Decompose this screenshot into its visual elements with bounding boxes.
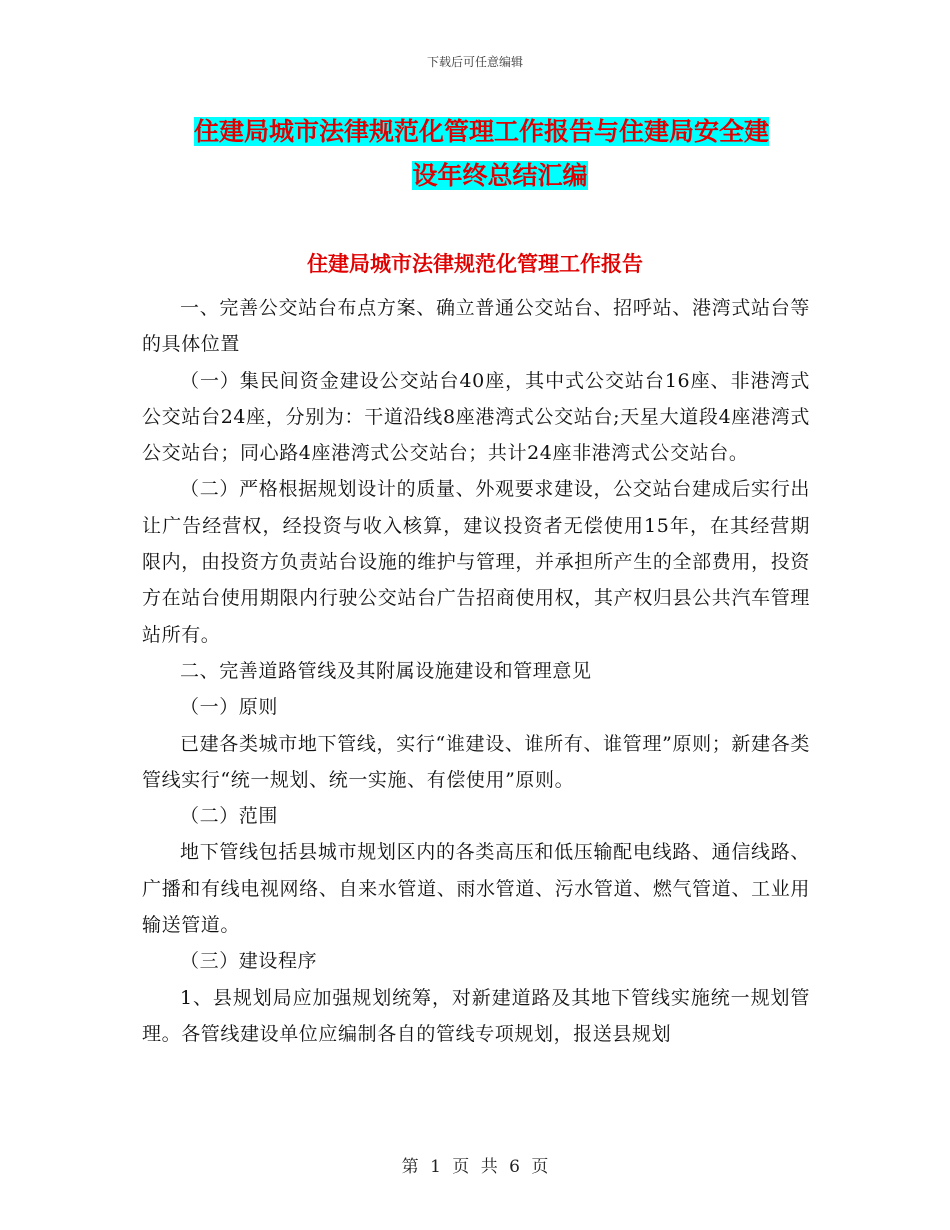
paragraph: （二）范围 xyxy=(180,805,279,828)
document-body xyxy=(142,290,810,1052)
paragraph: 地下管线包括县城市规划区内的各类高压和低压输配电线路、通信线路、广播和有线电视网络、自来水管道、雨水管道、污水管道、燃气管道、工业用输送管道。 xyxy=(142,841,810,937)
title-line-1: 住建局城市法律规范化管理工作报告与住建局安全建 xyxy=(194,117,770,146)
header-note: 下载后可任意编辑 xyxy=(426,55,523,69)
document-title xyxy=(190,110,810,198)
paragraph: （一）集民间资金建设公交站台40座，其中式公交站台16座、非港湾式公交站台24座，分别为：干道沿线8座港湾式公交站台;天星大道段4座港湾式公交站台；同心路4座港湾式公交站台；共计24座非港湾式公交站台。 xyxy=(142,369,810,465)
paragraph: （二）严格根据规划设计的质量、外观要求建设，公交站台建成后实行出让广告经营权，经投资与收入核算，建议投资者无偿使用15年，在其经营期限内，由投资方负责站台设施的维护与管理，并承担所产生的全部费用，投资方在站台使用期限内行驶公交站台广告招商使用权，其产权归县公共汽车管理站所有。 xyxy=(142,478,810,646)
paragraph: 一、完善公交站台布点方案、确立普通公交站台、招呼站、港湾式站台等的具体位置 xyxy=(142,297,810,356)
paragraph: 1、县规划局应加强规划统筹，对新建道路及其地下管线实施统一规划管理。各管线建设单位应编制各自的管线专项规划，报送县规划 xyxy=(142,986,810,1045)
title-line-2: 设年终总结汇编 xyxy=(412,161,588,190)
section-title: 住建局城市法律规范化管理工作报告 xyxy=(307,252,643,276)
paragraph: （三）建设程序 xyxy=(180,950,318,973)
paragraph: 已建各类城市地下管线，实行“谁建设、谁所有、谁管理”原则；新建各类管线实行“统一规划、统一实施、有偿使用”原则。 xyxy=(142,732,810,791)
page-footer: 第 1 页 共 6 页 xyxy=(401,1157,549,1177)
paragraph: 二、完善道路管线及其附属设施建设和管理意见 xyxy=(180,659,592,682)
paragraph: （一）原则 xyxy=(180,696,279,719)
